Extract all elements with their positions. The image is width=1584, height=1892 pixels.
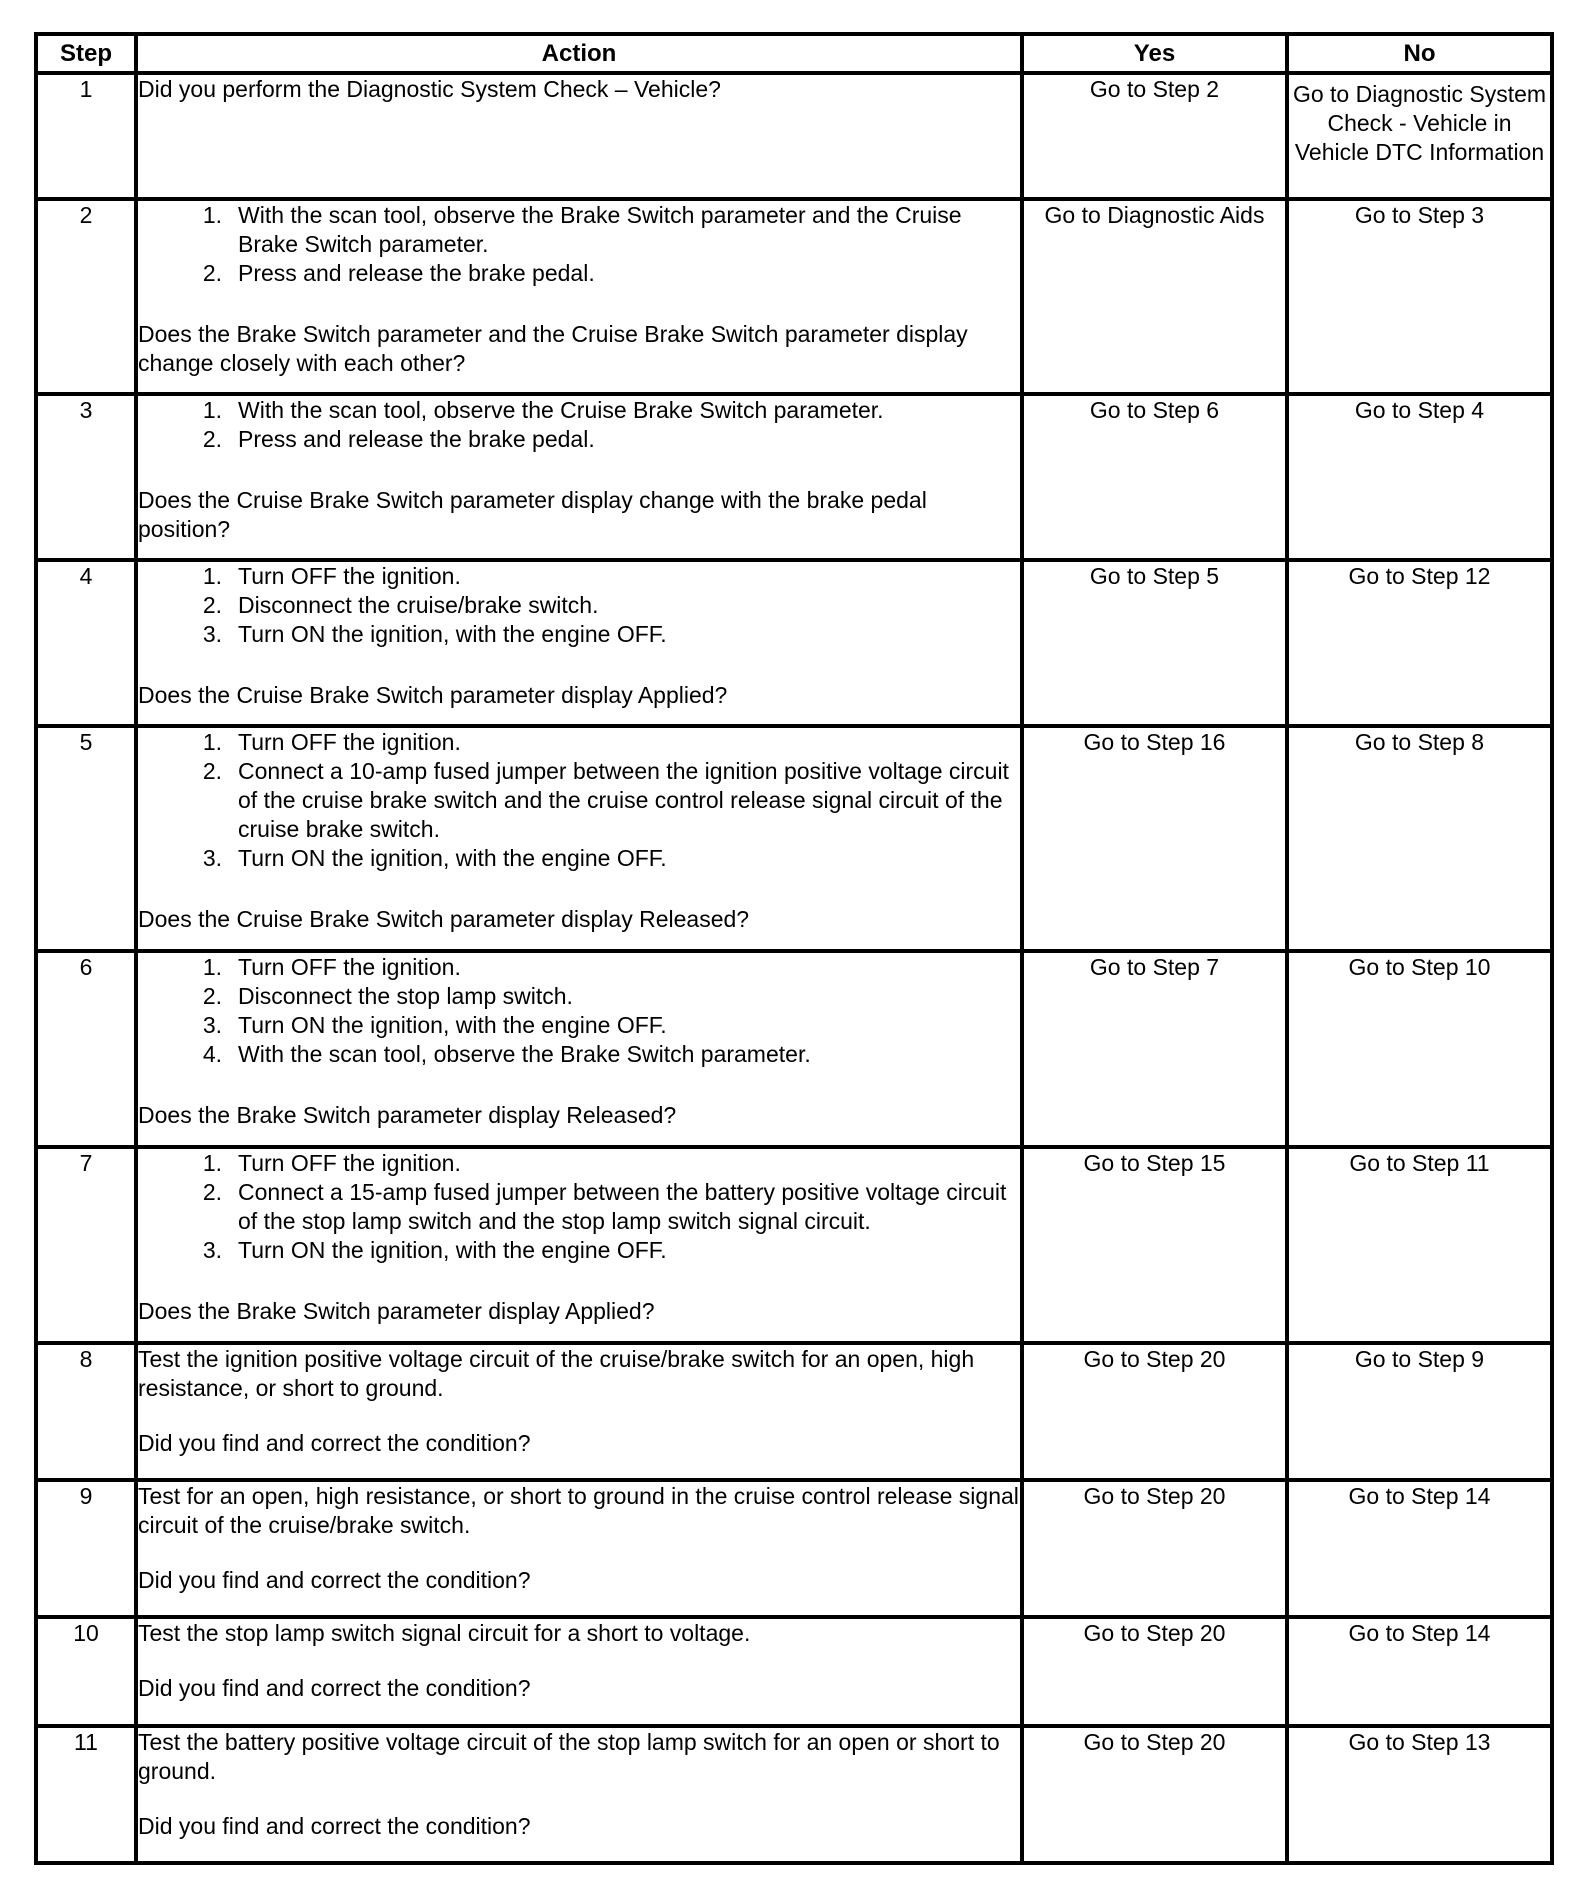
no-result: Go to Diagnostic System Check - Vehicle in Vehicle DTC Information: [1287, 73, 1552, 199]
procedure-item: [138, 982, 1020, 1011]
procedure-item: [138, 620, 1020, 649]
procedure-item-number: 1.: [202, 563, 222, 589]
step-number: 1: [36, 73, 136, 199]
no-result: Go to Step 13: [1287, 1726, 1552, 1863]
step-number: 10: [36, 1617, 136, 1726]
procedure-item-text: Turn OFF the ignition.: [238, 954, 461, 980]
procedure-item: [138, 259, 1020, 288]
procedure-list: [138, 562, 1020, 649]
action-instruction: Test the battery positive voltage circuit of the stop lamp switch for an open or short to ground.: [138, 1729, 1000, 1784]
procedure-item: [138, 844, 1020, 873]
action-question: Does the Cruise Brake Switch parameter display Applied?: [138, 682, 728, 708]
procedure-item-text: With the scan tool, observe the Brake Switch parameter and the Cruise Brake Switch parameter.: [238, 202, 962, 257]
no-result: Go to Step 12: [1287, 560, 1552, 726]
action-question: Does the Brake Switch parameter display Released?: [138, 1102, 677, 1128]
action-instruction: Test for an open, high resistance, or short to ground in the cruise control release signal circuit of the cruise/brake switch.: [138, 1483, 1019, 1538]
procedure-item-number: 3.: [202, 845, 222, 871]
action-cell: [136, 951, 1022, 1147]
procedure-item: [138, 1178, 1020, 1236]
yes-result: Go to Diagnostic Aids: [1022, 199, 1287, 394]
step-number: 3: [36, 394, 136, 560]
no-result: Go to Step 4: [1287, 394, 1552, 560]
procedure-item-text: Press and release the brake pedal.: [238, 260, 595, 286]
table-row: [36, 1617, 1552, 1726]
action-instruction: Test the ignition positive voltage circuit of the cruise/brake switch for an open, high resistance, or short to ground.: [138, 1346, 975, 1401]
procedure-item-text: Turn ON the ignition, with the engine OFF.: [238, 1012, 667, 1038]
action-cell: [136, 1726, 1022, 1863]
yes-result: Go to Step 20: [1022, 1480, 1287, 1617]
action-question: Did you find and correct the condition?: [138, 1567, 531, 1593]
action-cell: [136, 1480, 1022, 1617]
no-result: Go to Step 14: [1287, 1480, 1552, 1617]
procedure-item-text: Disconnect the stop lamp switch.: [238, 983, 573, 1009]
header-action: Action: [136, 34, 1022, 73]
procedure-item-number: 1.: [202, 954, 222, 980]
procedure-list: [138, 201, 1020, 288]
table-row: [36, 394, 1552, 560]
procedure-item-number: 1.: [202, 1150, 222, 1176]
procedure-item: [138, 425, 1020, 454]
procedure-item-text: Turn ON the ignition, with the engine OFF.: [238, 1237, 667, 1263]
diagnostic-table: [34, 32, 1554, 1865]
procedure-item: [138, 728, 1020, 757]
no-result: Go to Step 8: [1287, 726, 1552, 951]
no-result: Go to Step 3: [1287, 199, 1552, 394]
action-cell: [136, 1617, 1022, 1726]
procedure-item-text: Turn OFF the ignition.: [238, 1150, 461, 1176]
procedure-item: [138, 562, 1020, 591]
header-no: No: [1287, 34, 1552, 73]
table-row: [36, 1147, 1552, 1343]
table-row: [36, 560, 1552, 726]
procedure-item: [138, 1236, 1020, 1265]
procedure-item: [138, 396, 1020, 425]
step-number: 11: [36, 1726, 136, 1863]
action-cell: [136, 73, 1022, 199]
action-question: Did you find and correct the condition?: [138, 1813, 531, 1839]
action-cell: [136, 726, 1022, 951]
action-question: Does the Brake Switch parameter and the Cruise Brake Switch parameter display change closely with each other?: [138, 321, 968, 376]
no-result: Go to Step 10: [1287, 951, 1552, 1147]
step-number: 8: [36, 1343, 136, 1480]
procedure-item: [138, 201, 1020, 259]
procedure-item-number: 3.: [202, 621, 222, 647]
action-cell: [136, 1147, 1022, 1343]
yes-result: Go to Step 20: [1022, 1617, 1287, 1726]
procedure-item-number: 3.: [202, 1237, 222, 1263]
procedure-list: [138, 728, 1020, 873]
procedure-list: [138, 396, 1020, 454]
step-number: 5: [36, 726, 136, 951]
action-cell: [136, 394, 1022, 560]
table-row: [36, 1480, 1552, 1617]
step-number: 4: [36, 560, 136, 726]
yes-result: Go to Step 20: [1022, 1726, 1287, 1863]
action-question: Did you find and correct the condition?: [138, 1430, 531, 1456]
header-yes: Yes: [1022, 34, 1287, 73]
action-question: Did you perform the Diagnostic System Check – Vehicle?: [138, 76, 721, 102]
procedure-item-number: 2.: [202, 426, 222, 452]
procedure-item-number: 2.: [202, 758, 222, 784]
yes-result: Go to Step 6: [1022, 394, 1287, 560]
action-cell: [136, 560, 1022, 726]
procedure-item-number: 4.: [202, 1041, 222, 1067]
table-row: [36, 199, 1552, 394]
procedure-item: [138, 953, 1020, 982]
step-number: 9: [36, 1480, 136, 1617]
action-cell: [136, 199, 1022, 394]
procedure-list: [138, 1149, 1020, 1265]
yes-result: Go to Step 20: [1022, 1343, 1287, 1480]
procedure-item-text: Turn ON the ignition, with the engine OFF.: [238, 845, 667, 871]
yes-result: Go to Step 7: [1022, 951, 1287, 1147]
procedure-item-text: Connect a 10-amp fused jumper between the ignition positive voltage circuit of the cruise brake switch and the cruise control release signal circuit of the cruise brake switch.: [238, 758, 1009, 842]
procedure-list: [138, 953, 1020, 1069]
header-row: [36, 34, 1552, 73]
procedure-item-text: Turn OFF the ignition.: [238, 563, 461, 589]
table-row: [36, 951, 1552, 1147]
procedure-item-text: Connect a 15-amp fused jumper between the battery positive voltage circuit of the stop lamp switch and the stop lamp switch signal circuit.: [238, 1179, 1007, 1234]
table-row: [36, 1343, 1552, 1480]
action-question: Does the Brake Switch parameter display Applied?: [138, 1298, 655, 1324]
procedure-item-number: 1.: [202, 729, 222, 755]
action-question: Did you find and correct the condition?: [138, 1675, 531, 1701]
procedure-item-text: Turn OFF the ignition.: [238, 729, 461, 755]
no-result: Go to Step 11: [1287, 1147, 1552, 1343]
yes-result: Go to Step 2: [1022, 73, 1287, 199]
procedure-item: [138, 1149, 1020, 1178]
procedure-item-number: 2.: [202, 983, 222, 1009]
procedure-item-number: 2.: [202, 260, 222, 286]
procedure-item-number: 2.: [202, 1179, 222, 1205]
action-question: Does the Cruise Brake Switch parameter display change with the brake pedal position?: [138, 487, 927, 542]
yes-result: Go to Step 5: [1022, 560, 1287, 726]
table-body: [36, 73, 1552, 1863]
action-instruction: Test the stop lamp switch signal circuit for a short to voltage.: [138, 1620, 751, 1646]
action-cell: [136, 1343, 1022, 1480]
procedure-item-number: 1.: [202, 397, 222, 423]
procedure-item-text: With the scan tool, observe the Brake Switch parameter.: [238, 1041, 811, 1067]
procedure-item: [138, 1040, 1020, 1069]
no-result: Go to Step 14: [1287, 1617, 1552, 1726]
procedure-item-number: 2.: [202, 592, 222, 618]
no-result: Go to Step 9: [1287, 1343, 1552, 1480]
procedure-item-number: 3.: [202, 1012, 222, 1038]
step-number: 6: [36, 951, 136, 1147]
procedure-item-number: 1.: [202, 202, 222, 228]
procedure-item: [138, 591, 1020, 620]
procedure-item: [138, 757, 1020, 844]
table-row: [36, 73, 1552, 199]
procedure-item-text: Disconnect the cruise/brake switch.: [238, 592, 599, 618]
table-row: [36, 1726, 1552, 1863]
action-question: Does the Cruise Brake Switch parameter display Released?: [138, 906, 750, 932]
procedure-item-text: Turn ON the ignition, with the engine OFF.: [238, 621, 667, 647]
procedure-item-text: With the scan tool, observe the Cruise Brake Switch parameter.: [238, 397, 884, 423]
step-number: 2: [36, 199, 136, 394]
step-number: 7: [36, 1147, 136, 1343]
yes-result: Go to Step 15: [1022, 1147, 1287, 1343]
header-step: Step: [36, 34, 136, 73]
procedure-item-text: Press and release the brake pedal.: [238, 426, 595, 452]
table-row: [36, 726, 1552, 951]
procedure-item: [138, 1011, 1020, 1040]
yes-result: Go to Step 16: [1022, 726, 1287, 951]
